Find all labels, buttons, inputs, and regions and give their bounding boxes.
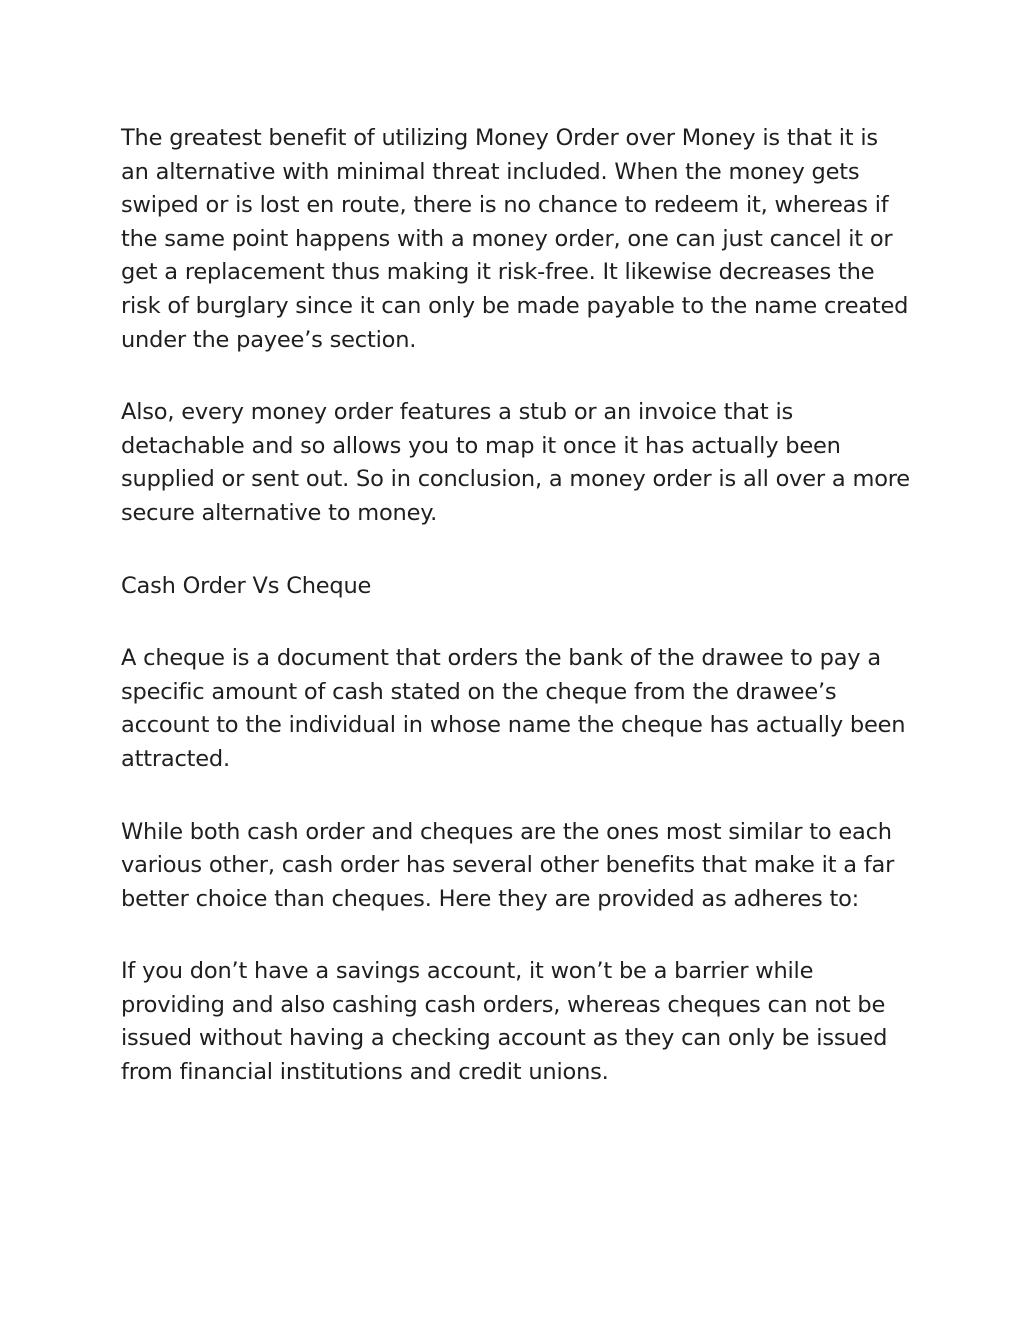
paragraph-money-order-benefit: The greatest benefit of utilizing Money Order over Money is that it is an alternative with minimal threat included. When the money gets swiped or is lost en route, there is no chance to redeem it, whereas if the same point happens with a money order, one can just cancel it or get a replacement thus making it risk-free. It likewise decreases the risk of burglary since it can only be made payable to the name created under the payee’s section. <box>121 125 909 353</box>
paragraph-stub-invoice: Also, every money order features a stub or an invoice that is detachable and so allows you to map it once it has actually been supplied or sent out. So in conclusion, a money order is all over a more secure alternative to money. <box>121 399 910 526</box>
section-heading-cash-order-vs-cheque: Cash Order Vs Cheque <box>121 572 372 599</box>
paragraph-savings-account: If you don’t have a savings account, it won’t be a barrier while providing and also cashing cash orders, whereas cheques can not be issued without having a checking account as they can only be issued from financial institutions and credit unions. <box>121 958 888 1086</box>
document-page <box>121 122 911 1129</box>
paragraph-cheque-definition: A cheque is a document that orders the bank of the drawee to pay a specific amount of cash stated on the cheque from the drawee’s account to the individual in whose name the cheque has actually been attracted. <box>121 645 906 772</box>
paragraph-comparison: While both cash order and cheques are the ones most similar to each various other, cash order has several other benefits that make it a far better choice than cheques. Here they are provided as adheres to: <box>121 818 895 912</box>
